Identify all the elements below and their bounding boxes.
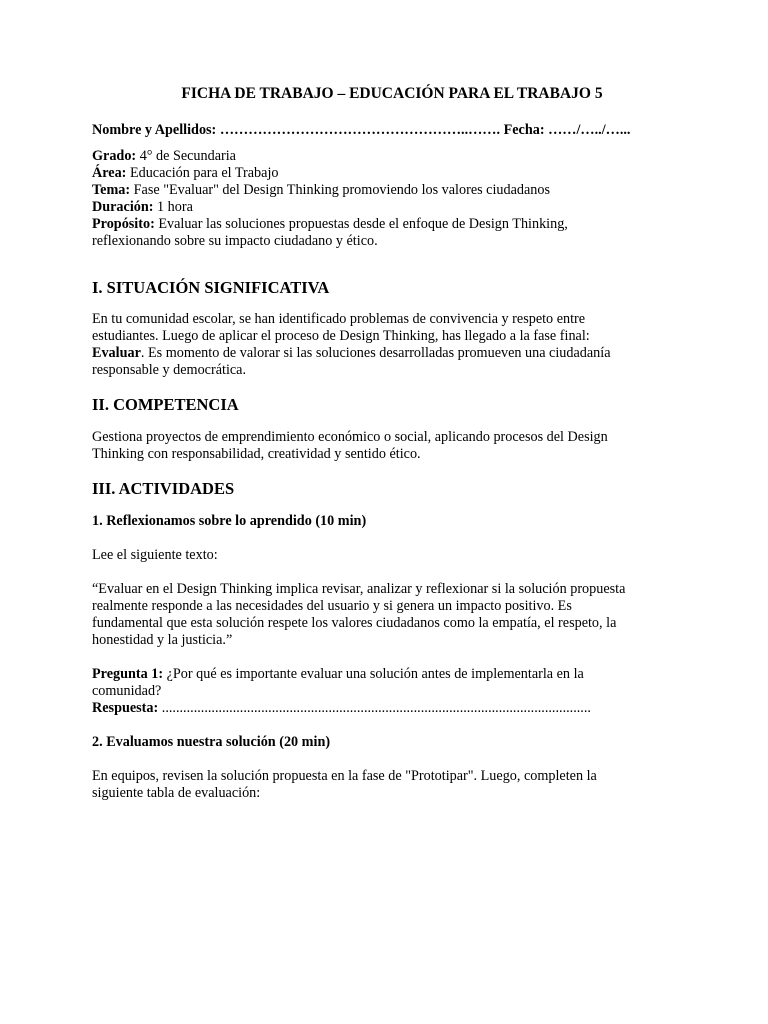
date-blank: : ……/…../…... [539, 122, 631, 138]
competencia-line-2: Thinking con responsabilidad, creatividad y sentido ético. [92, 446, 421, 462]
competencia-line-1: Gestiona proyectos de emprendimiento económico o social, aplicando procesos del Design [92, 429, 608, 445]
situacion-line-3 [92, 345, 692, 362]
section-heading-competencia: II. COMPETENCIA [92, 395, 239, 414]
situacion-line-1: En tu comunidad escolar, se han identificado problemas de convivencia y respeto entre [92, 311, 586, 327]
activity-2-line-1: En equipos, revisen la solución propuesta en la fase de "Prototipar". Luego, completen la [92, 768, 597, 784]
question-1-line [92, 666, 692, 683]
answer-1-line [92, 700, 692, 717]
worksheet-page [92, 84, 692, 802]
proposito-label: Propósito: [92, 216, 155, 232]
date-label: Fecha [503, 122, 540, 138]
name-date-line [92, 122, 692, 139]
question-1-text: ¿Por qué es importante evaluar una solución antes de implementarla en la [163, 666, 584, 682]
section-heading-actividades: III. ACTIVIDADES [92, 479, 235, 498]
tema-label: Tema: [92, 182, 131, 198]
section-heading-situacion: I. SITUACIÓN SIGNIFICATIVA [92, 278, 330, 297]
answer-1-blank: ......................................................................................................................... [158, 700, 591, 716]
situacion-line-3-rest: . Es momento de valorar si las soluciones desarrolladas promueven una ciudadanía [140, 345, 611, 361]
grado-line [92, 148, 692, 165]
name-label: Nombre y Apellidos: [92, 122, 217, 138]
evaluar-emphasis: Evaluar [92, 345, 141, 361]
question-1-label: Pregunta 1: [92, 666, 164, 682]
proposito-value-1: Evaluar las soluciones propuestas desde el enfoque de Design Thinking, [154, 216, 568, 232]
grado-label: Grado: [92, 148, 137, 164]
page-title: FICHA DE TRABAJO – EDUCACIÓN PARA EL TRABAJO 5 [181, 85, 603, 102]
activity-2-line-2: siguiente tabla de evaluación: [92, 785, 261, 801]
situacion-line-4: responsable y democrática. [92, 362, 247, 378]
area-line [92, 165, 692, 182]
question-1-line-2: comunidad? [92, 683, 162, 699]
answer-1-label: Respuesta: [92, 700, 159, 716]
duracion-value: 1 hora [153, 199, 193, 215]
proposito-line [92, 216, 692, 233]
area-label: Área: [92, 165, 127, 181]
quote-line-4: honestidad y la justicia.” [92, 632, 233, 648]
activity-2-heading: 2. Evaluamos nuestra solución (20 min) [92, 734, 331, 750]
name-blank: ……………………………………………..……. [216, 122, 504, 138]
grado-value: 4° de Secundaria [136, 148, 236, 164]
quote-line-2: realmente responde a las necesidades del usuario y si genera un impacto positivo. Es [92, 598, 572, 614]
activity-1-intro: Lee el siguiente texto: [92, 547, 218, 563]
situacion-line-2: estudiantes. Luego de aplicar el proceso de Design Thinking, has llegado a la fase final: [92, 328, 590, 344]
quote-line-1: “Evaluar en el Design Thinking implica revisar, analizar y reflexionar si la solución propuesta [92, 581, 626, 597]
proposito-line-2: reflexionando sobre su impacto ciudadano y ético. [92, 233, 378, 249]
area-value: Educación para el Trabajo [126, 165, 279, 181]
tema-value: Fase "Evaluar" del Design Thinking promoviendo los valores ciudadanos [130, 182, 551, 198]
quote-line-3: fundamental que esta solución respete los valores ciudadanos como la empatía, el respeto, la [92, 615, 617, 631]
duracion-label: Duración: [92, 199, 154, 215]
tema-line [92, 182, 692, 199]
activity-1-heading: 1. Reflexionamos sobre lo aprendido (10 min) [92, 513, 367, 529]
duracion-line [92, 199, 692, 216]
